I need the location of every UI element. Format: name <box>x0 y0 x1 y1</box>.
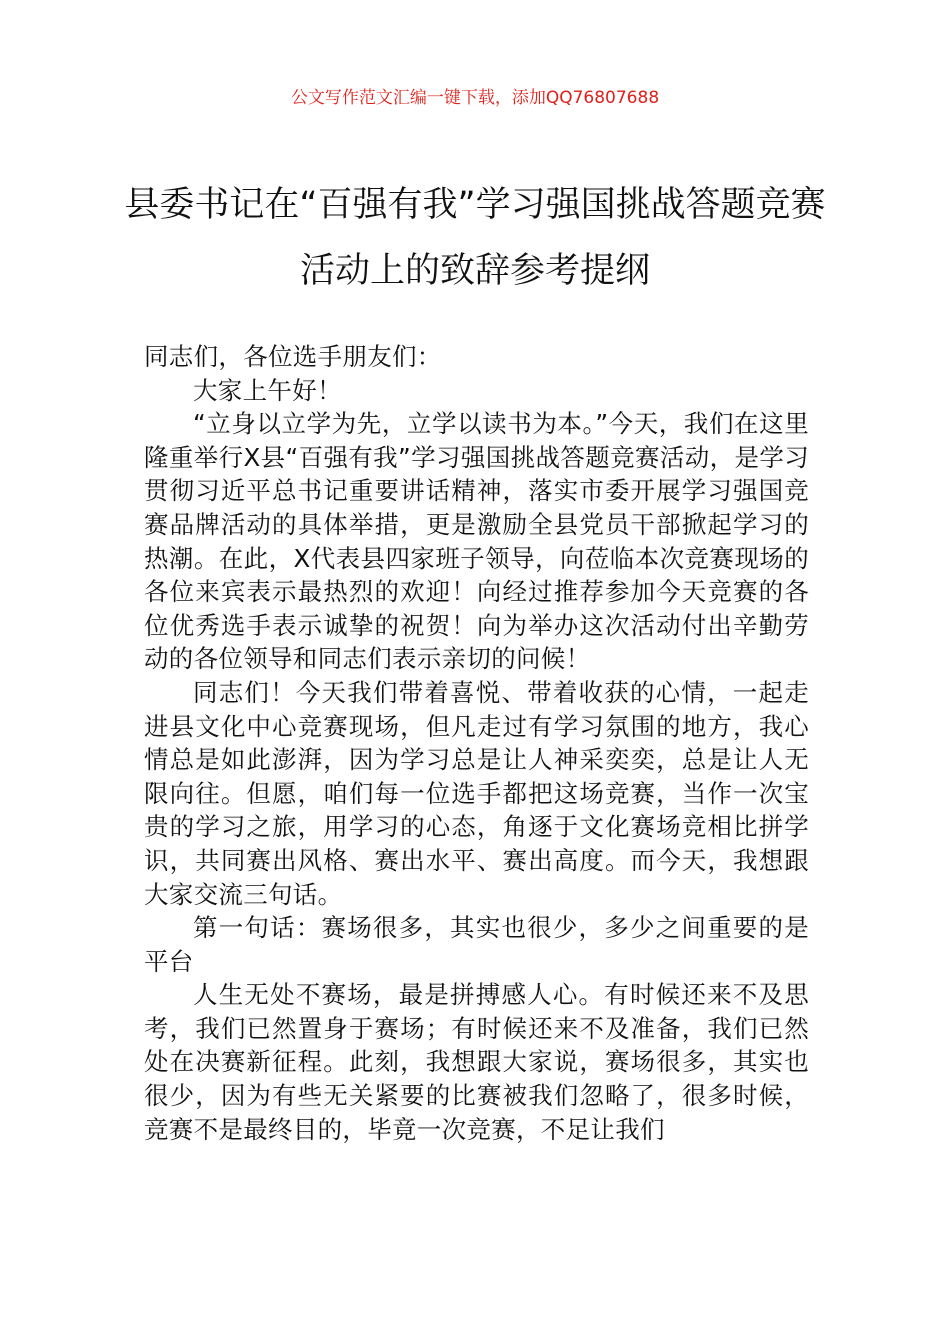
section-heading-1: 第一句话：赛场很多，其实也很少，多少之间重要的是平台 <box>144 913 809 976</box>
download-notice: 公文写作范文汇编一键下载，添加QQ76807688 <box>290 88 660 108</box>
paragraph-1: “立身以立学为先，立学以读书为本。”今天，我们在这里隆重举行X县“百强有我”学习强国挑战答题竞赛活动，是学习贯彻习近平总书记重要讲话精神，落实市委开展学习强国竞赛品牌活动的具体举措，更是激励全县党员干部掀起学习的热潮。在此，X代表县四家班子领导，向莅临本次竞赛现场的各位来宾表示最热烈的欢迎！向经过推荐参加今天竞赛的各位优秀选手表示诚挚的祝贺！向为举办这次活动付出辛勤劳动的各位领导和同志们表示亲切的问候！ <box>144 409 809 674</box>
document-title: 县委书记在“百强有我”学习强国挑战答题竞赛活动上的致辞参考提纲 <box>124 185 826 291</box>
paragraph-3: 人生无处不赛场，最是拼搏感人心。有时候还来不及思考，我们已然置身于赛场；有时候还来不及准备，我们已然处在决赛新征程。此刻，我想跟大家说，赛场很多，其实也很少，因为有些无关紧要的比赛被我们忽略了，很多时候，竞赛不是最终目的，毕竟一次竞赛，不足让我们 <box>144 980 809 1144</box>
salutation: 同志们，各位选手朋友们： <box>144 342 442 371</box>
greeting: 大家上午好！ <box>193 375 342 405</box>
document-body <box>144 340 809 1146</box>
paragraph-2: 同志们！今天我们带着喜悦、带着收获的心情，一起走进县文化中心竞赛现场，但凡走过有学习氛围的地方，我心情总是如此澎湃，因为学习总是让人神采奕奕，总是让人无限向往。但愿，咱们每一位选手都把这场竞赛，当作一次宝贵的学习之旅，用学习的心态，角逐于文化赛场竞相比拼学识，共同赛出风格、赛出水平、赛出高度。而今天，我想跟大家交流三句话。 <box>144 677 809 909</box>
